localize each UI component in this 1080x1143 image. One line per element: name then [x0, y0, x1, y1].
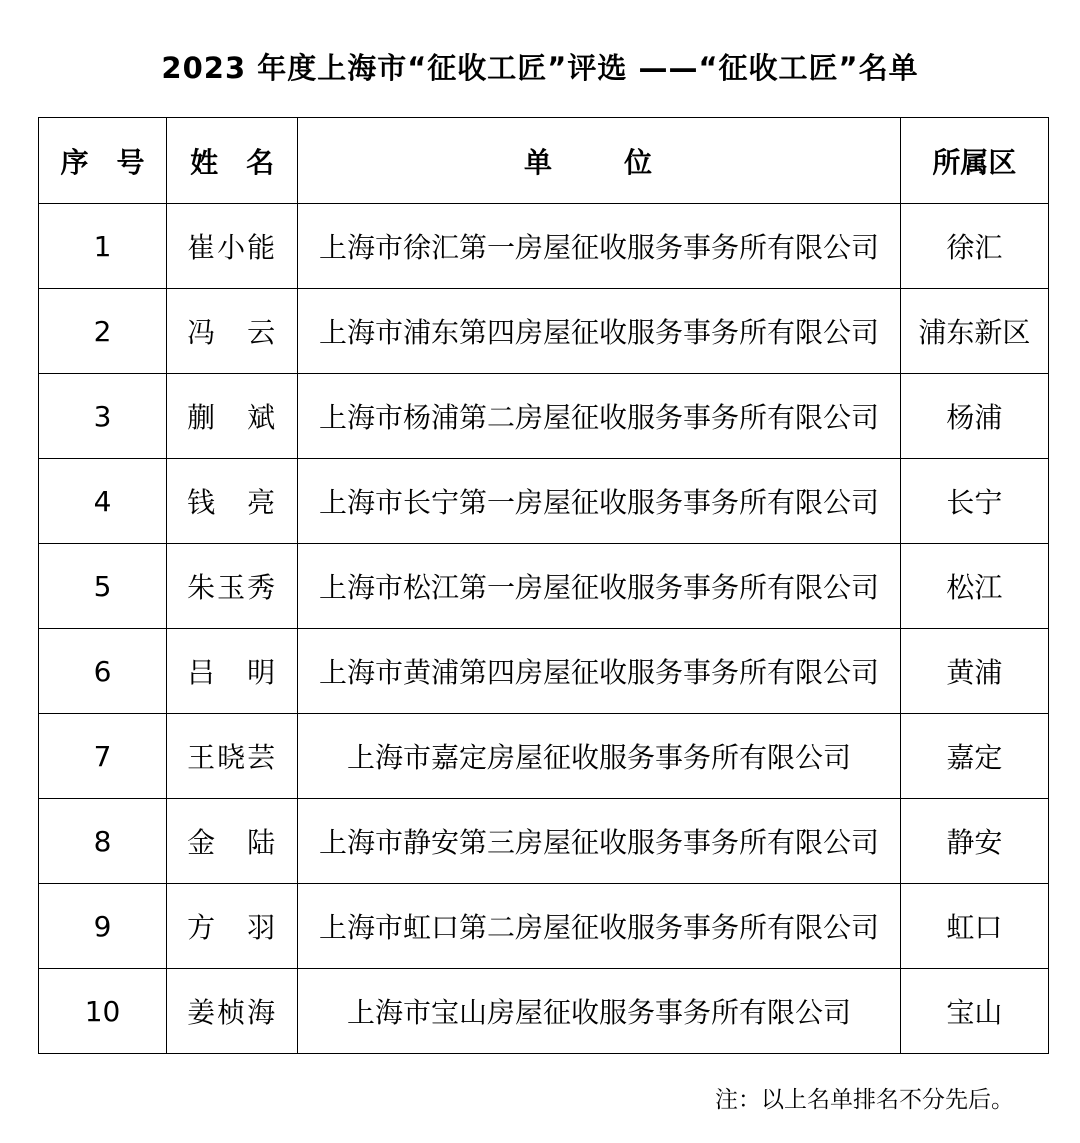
cell-district: 静安: [900, 799, 1048, 884]
cell-district: 浦东新区: [900, 289, 1048, 374]
cell-seq: 5: [39, 544, 167, 629]
cell-seq: 6: [39, 629, 167, 714]
cell-name: 朱玉秀: [167, 544, 298, 629]
cell-unit: 上海市松江第一房屋征收服务事务所有限公司: [298, 544, 901, 629]
cell-unit: 上海市虹口第二房屋征收服务事务所有限公司: [298, 884, 901, 969]
cell-district: 宝山: [900, 969, 1048, 1054]
cell-seq: 10: [39, 969, 167, 1054]
cell-unit: 上海市嘉定房屋征收服务事务所有限公司: [298, 714, 901, 799]
cell-unit: 上海市黄浦第四房屋征收服务事务所有限公司: [298, 629, 901, 714]
cell-unit: 上海市静安第三房屋征收服务事务所有限公司: [298, 799, 901, 884]
cell-unit: 上海市杨浦第二房屋征收服务事务所有限公司: [298, 374, 901, 459]
cell-seq: 4: [39, 459, 167, 544]
craftsmen-table: [38, 117, 1049, 1054]
table-row: [39, 544, 1049, 629]
cell-seq: 8: [39, 799, 167, 884]
header-district: 所属区: [900, 118, 1048, 204]
cell-name: 冯 云: [167, 289, 298, 374]
cell-name: 吕 明: [167, 629, 298, 714]
cell-name: 金 陆: [167, 799, 298, 884]
ranking-note: 注：以上名单排名不分先后。: [715, 1087, 1014, 1113]
table-row: [39, 459, 1049, 544]
table-row: [39, 884, 1049, 969]
cell-district: 徐汇: [900, 204, 1048, 289]
table-row: [39, 714, 1049, 799]
cell-district: 松江: [900, 544, 1048, 629]
cell-name: 姜桢海: [167, 969, 298, 1054]
document-title: 2023 年度上海市“征收工匠”评选 ——“征收工匠”名单: [161, 51, 919, 85]
cell-district: 杨浦: [900, 374, 1048, 459]
cell-name: 蒯 斌: [167, 374, 298, 459]
table-row: [39, 204, 1049, 289]
cell-seq: 3: [39, 374, 167, 459]
cell-name: 钱 亮: [167, 459, 298, 544]
cell-district: 嘉定: [900, 714, 1048, 799]
cell-unit: 上海市徐汇第一房屋征收服务事务所有限公司: [298, 204, 901, 289]
header-seq: 序 号: [39, 118, 167, 204]
cell-unit: 上海市长宁第一房屋征收服务事务所有限公司: [298, 459, 901, 544]
cell-name: 崔小能: [167, 204, 298, 289]
cell-district: 黄浦: [900, 629, 1048, 714]
cell-unit: 上海市浦东第四房屋征收服务事务所有限公司: [298, 289, 901, 374]
cell-district: 长宁: [900, 459, 1048, 544]
cell-seq: 9: [39, 884, 167, 969]
header-name: 姓 名: [167, 118, 298, 204]
cell-name: 王晓芸: [167, 714, 298, 799]
cell-district: 虹口: [900, 884, 1048, 969]
cell-seq: 2: [39, 289, 167, 374]
header-unit: 单 位: [298, 118, 901, 204]
table-row: [39, 629, 1049, 714]
table-row: [39, 289, 1049, 374]
cell-seq: 7: [39, 714, 167, 799]
table-row: [39, 374, 1049, 459]
cell-unit: 上海市宝山房屋征收服务事务所有限公司: [298, 969, 901, 1054]
table-row: [39, 799, 1049, 884]
cell-name: 方 羽: [167, 884, 298, 969]
cell-seq: 1: [39, 204, 167, 289]
table-header-row: [39, 118, 1049, 204]
table-row: [39, 969, 1049, 1054]
